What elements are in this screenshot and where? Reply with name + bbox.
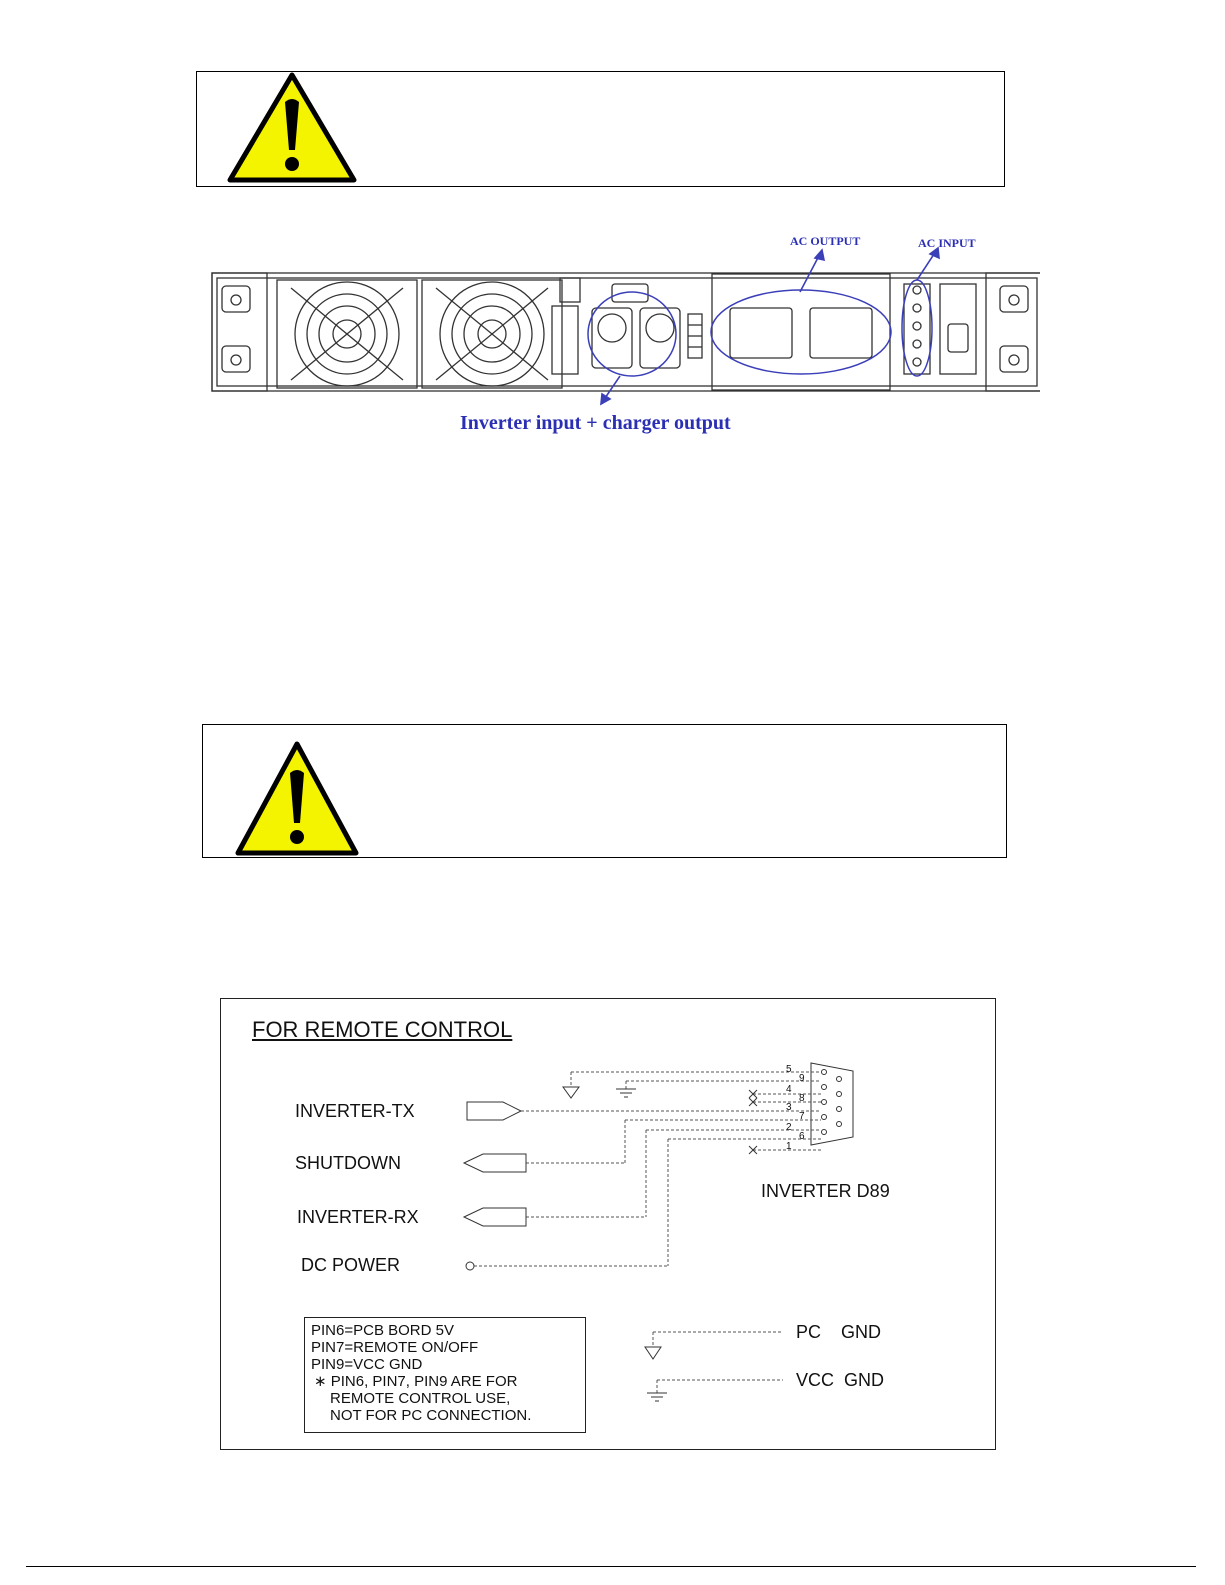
pin-number: 3 <box>786 1102 792 1113</box>
note-line: PIN9=VCC GND <box>311 1356 423 1373</box>
note-line: REMOTE CONTROL USE, <box>330 1390 511 1407</box>
rear-panel-figure <box>200 228 1040 443</box>
warning-triangle-icon <box>235 741 359 857</box>
pin-number: 7 <box>799 1111 805 1122</box>
pin-number: 5 <box>786 1064 792 1075</box>
pc-gnd-label: PC GND <box>796 1322 882 1342</box>
pin-number: 8 <box>799 1093 805 1104</box>
warning-box-1 <box>196 71 1005 187</box>
signal-label-dc-power: DC POWER <box>301 1255 400 1275</box>
pin-number: 1 <box>786 1141 792 1152</box>
note-line: PIN7=REMOTE ON/OFF <box>311 1339 479 1356</box>
remote-control-diagram <box>220 998 996 1450</box>
warning-box-2 <box>202 724 1007 858</box>
signal-label-inverter-tx: INVERTER-TX <box>295 1101 415 1121</box>
note-line: PIN6=PCB BORD 5V <box>311 1322 454 1339</box>
signal-label-inverter-rx: INVERTER-RX <box>297 1207 419 1227</box>
footer-rule <box>26 1566 1196 1567</box>
vcc-gnd-label: VCC GND <box>796 1370 885 1390</box>
rear-panel-drawing <box>200 228 1040 443</box>
connector-label: INVERTER D89 <box>761 1181 890 1201</box>
ac-input-callout: AC INPUT <box>918 236 976 250</box>
pin-number: 9 <box>799 1073 805 1084</box>
ac-output-callout: AC OUTPUT <box>790 234 861 248</box>
warning-triangle-icon <box>227 72 357 184</box>
pin-notes <box>304 1317 586 1433</box>
inverter-charger-callout: Inverter input + charger output <box>460 412 731 434</box>
signal-label-shutdown: SHUTDOWN <box>295 1153 401 1173</box>
pin-number: 4 <box>786 1084 792 1095</box>
pin-number: 6 <box>799 1131 805 1142</box>
note-line: ∗ PIN6, PIN7, PIN9 ARE FOR <box>314 1373 518 1390</box>
note-line: NOT FOR PC CONNECTION. <box>330 1407 532 1424</box>
diagram-title: FOR REMOTE CONTROL <box>252 1017 513 1042</box>
pin-number: 2 <box>786 1122 792 1133</box>
